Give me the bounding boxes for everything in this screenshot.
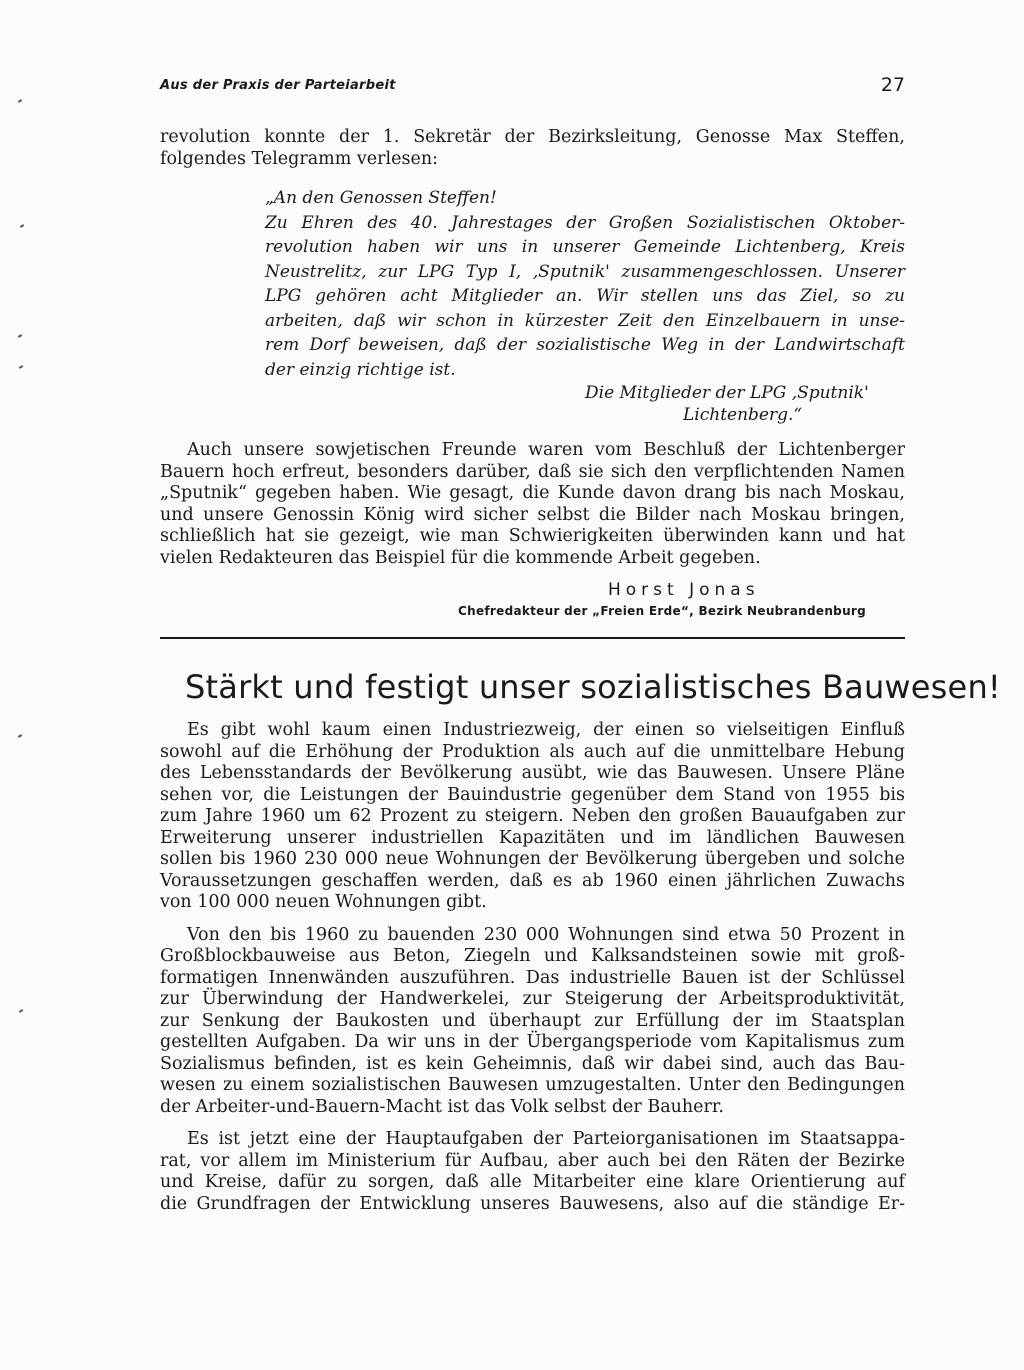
text-line: Bauern hoch erfreut, besonders darüber, daß sie sich den verpflichtenden Namen <box>160 461 905 482</box>
telegram-quote <box>265 186 905 382</box>
intro-paragraph <box>160 127 905 170</box>
text-line: Es ist jetzt eine der Hauptaufgaben der Parteiorganisationen im Staatsappa- <box>187 1129 905 1149</box>
paragraph <box>160 440 905 569</box>
text-line: der Arbeiter-und-Bauern-Macht ist das Volk selbst der Bauherr. <box>160 1096 724 1117</box>
text-line: Zu Ehren des 40. Jahrestages der Großen Sozialistischen Oktober- <box>265 212 905 233</box>
text-line: rem Dorf beweisen, daß der sozialistische Weg in der Landwirtschaft <box>265 335 905 355</box>
text-line: wesen zu einem sozialistischen Bauwesen umzugestalten. Unter den Bedingungen <box>160 1075 905 1095</box>
telegram-signature <box>585 382 915 426</box>
telegram-salutation: „An den Genossen Steffen! <box>265 188 497 208</box>
text-line: gestellten Aufgaben. Da wir uns in der Übergangsperiode vom Kapitalismus zum <box>160 1032 905 1052</box>
text-line: Es gibt wohl kaum einen Industriezweig, der einen so vielseitigen Einfluß <box>187 720 905 740</box>
text-line: LPG gehören acht Mitglieder an. Wir stellen uns das Ziel, so zu <box>265 286 905 306</box>
text-line: Von den bis 1960 zu bauenden 230 000 Wohnungen sind etwa 50 Prozent in <box>187 924 905 945</box>
margin-speck <box>20 224 24 228</box>
text-line: sowohl auf die Erhöhung der Produktion als auch auf die unmittelbare Hebung <box>160 741 905 762</box>
article-headline: Stärkt und festigt unser sozialistisches Bauwesen! <box>185 668 1001 706</box>
text-line: revolution haben wir uns in unserer Gemeinde Lichtenberg, Kreis <box>265 237 905 257</box>
text-line: folgendes Telegramm verlesen: <box>160 148 438 169</box>
text-line: Neustrelitz, zur LPG Typ I, ‚Sputnik' zusammengeschlossen. Unserer <box>265 261 905 282</box>
margin-speck <box>19 1009 23 1013</box>
text-line: von 100 000 neuen Wohnungen gibt. <box>160 892 487 912</box>
signature-line: Die Mitglieder der LPG ‚Sputnik' <box>585 383 869 403</box>
margin-speck <box>18 99 22 103</box>
text-line: sollen bis 1960 230 000 neue Wohnungen der Bevölkerung übergeben und solche <box>160 849 905 869</box>
paragraph <box>160 925 905 1119</box>
text-line: revolution konnte der 1. Sekretär der Bezirksleitung, Genosse Max Steffen, <box>160 127 905 147</box>
text-line: Erweiterung unserer industriellen Kapazitäten und im ländlichen Bauwesen <box>160 827 905 848</box>
signature-line: Lichtenberg.“ <box>683 405 803 425</box>
text-line: Großblockbauweise aus Beton, Ziegeln und Kalksandsteinen sowie mit groß- <box>160 946 905 966</box>
page-header <box>160 74 905 104</box>
text-line: sehen vor, die Leistungen der Bauindustrie gegenüber dem Stand von 1955 bis <box>160 784 905 805</box>
text-line: der einzig richtige ist. <box>265 359 456 380</box>
paragraph <box>160 720 905 914</box>
section-divider <box>160 637 905 639</box>
text-line: Voraussetzungen geschaffen werden, daß es ab 1960 einen jährlichen Zuwachs <box>160 870 905 891</box>
text-line: schließlich hat sie gezeigt, wie man Schwierigkeiten überwinden kann und hat <box>160 526 905 546</box>
running-head: Aus der Praxis der Parteiarbeit <box>160 78 396 93</box>
text-line: rat, vor allem im Ministerium für Aufbau, aber auch bei den Räten der Bezirke <box>160 1150 905 1171</box>
paragraph <box>160 1129 905 1215</box>
margin-speck <box>18 734 22 738</box>
text-line: die Grundfragen der Entwicklung unseres Bauwesens, also auf die ständige Er- <box>160 1193 905 1214</box>
author-role: Chefredakteur der „Freien Erde“, Bezirk Neubrandenburg <box>458 604 867 618</box>
article-body <box>160 720 905 1226</box>
text-line: des Lebensstandards der Bevölkerung ausübt, wie das Bauwesen. Unsere Pläne <box>160 763 905 783</box>
text-line: zum Jahre 1960 um 62 Prozent zu steigern. Neben den großen Bauaufgaben zur <box>160 806 905 826</box>
author-name: Horst Jonas <box>608 580 760 600</box>
margin-speck <box>18 334 22 338</box>
text-line: vielen Redakteuren das Beispiel für die kommende Arbeit gegeben. <box>160 547 761 568</box>
page-number: 27 <box>880 74 905 96</box>
text-line: „Sputnik“ gegeben haben. Wie gesagt, die Kunde davon drang bis nach Moskau, <box>160 483 905 503</box>
text-line: Sozialismus befinden, ist es kein Geheimnis, daß wir dabei sind, auch das Bau- <box>160 1053 905 1074</box>
margin-speck <box>19 365 23 369</box>
text-line: und unsere Genossin König wird sicher selbst die Bilder nach Moskau bringen, <box>160 504 905 525</box>
text-line: zur Überwindung der Handwerkelei, zur Steigerung der Arbeitsproduktivität, <box>160 989 905 1009</box>
text-line: Auch unsere sowjetischen Freunde waren vom Beschluß der Lichtenberger <box>187 440 905 460</box>
text-line: formatigen Innenwänden auszuführen. Das industrielle Bauen ist der Schlüssel <box>160 967 905 988</box>
text-line: zur Senkung der Baukosten und überhaupt zur Erfüllung der im Staatsplan <box>160 1010 905 1031</box>
text-line: und Kreise, dafür zu sorgen, daß alle Mitarbeiter eine klare Orientierung auf <box>160 1172 905 1192</box>
text-line: arbeiten, daß wir schon in kürzester Zeit den Einzelbauern in unse- <box>265 310 905 331</box>
